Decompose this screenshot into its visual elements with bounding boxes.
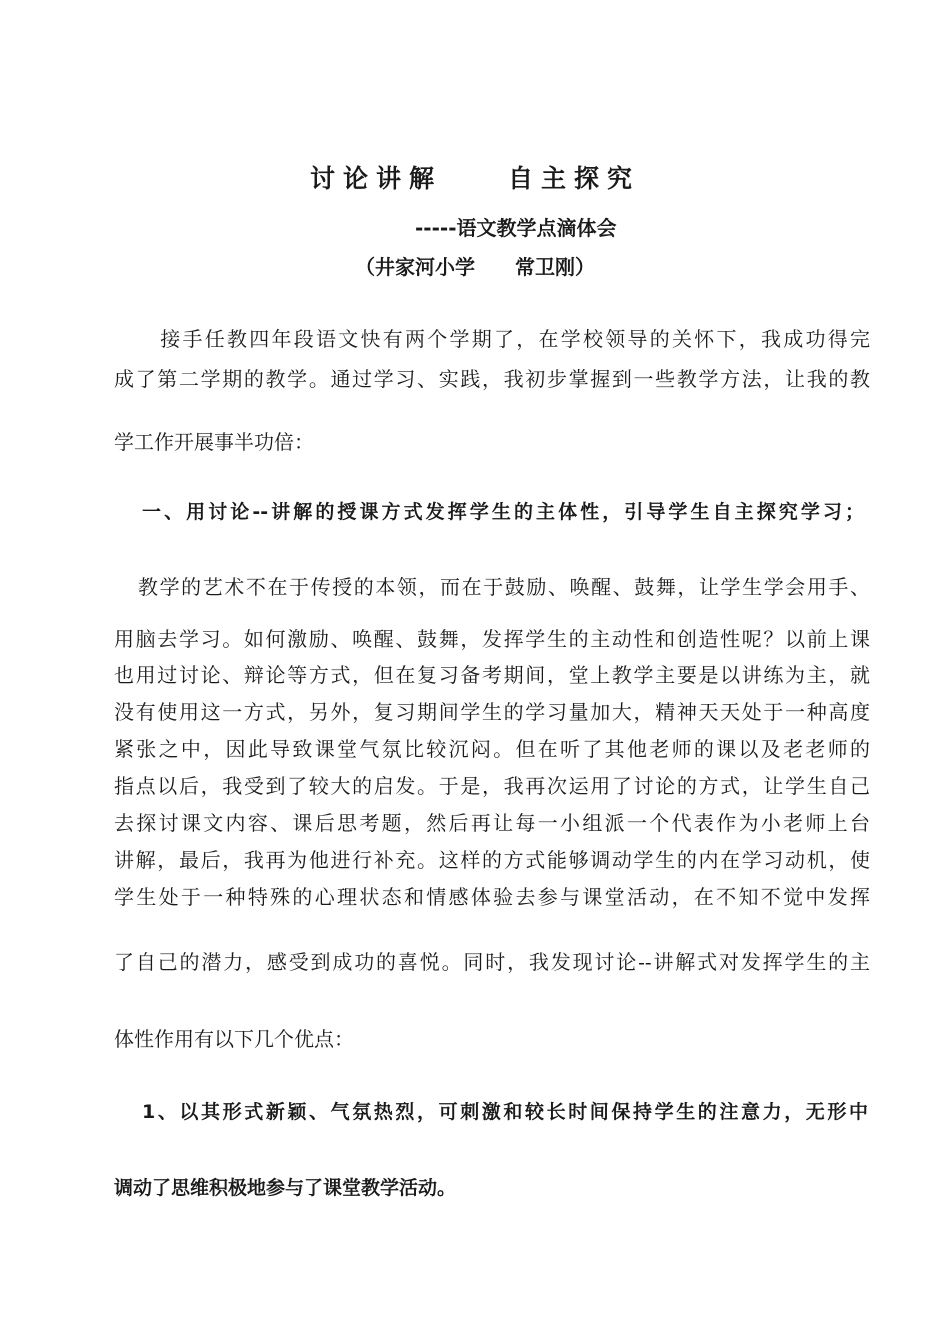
author-line: （井家河小学 常卫刚） xyxy=(355,255,595,279)
document-title: 讨论讲解 自主探究 xyxy=(309,164,640,193)
point-1-line: 1、以其形式新颖、气氛热烈，可刺激和较长时间保持学生的注意力，无形中 xyxy=(142,1101,868,1123)
body-line: 教学的艺术不在于传授的本领，而在于鼓励、唤醒、鼓舞，让学生学会用手、 xyxy=(138,575,870,599)
body-line: 用脑去学习。如何激励、唤醒、鼓舞，发挥学生的主动性和创造性呢？以前上课 xyxy=(114,627,870,651)
body-line: 讲解，最后，我再为他进行补充。这样的方式能够调动学生的内在学习动机，使 xyxy=(114,848,870,872)
body-line: 去探讨课文内容、课后思考题，然后再让每一小组派一个代表作为小老师上台 xyxy=(114,811,870,835)
document-subtitle: -----语文教学点滴体会 xyxy=(415,216,617,240)
body-line: 也用过讨论、辩论等方式，但在复习备考期间，堂上教学主要是以讲练为主，就 xyxy=(114,663,870,687)
intro-line: 学工作开展事半功倍： xyxy=(114,430,314,454)
intro-line: 成了第二学期的教学。通过学习、实践，我初步掌握到一些教学方法，让我的教 xyxy=(114,367,870,391)
intro-line: 接手任教四年段语文快有两个学期了，在学校领导的关怀下，我成功得完 xyxy=(138,327,870,351)
body-line: 没有使用这一方式，另外，复习期间学生的学习量加大，精神天天处于一种高度 xyxy=(114,700,870,724)
section-heading-1: 一、用讨论--讲解的授课方式发挥学生的主体性，引导学生自主探究学习； xyxy=(142,501,864,523)
body-line: 了自己的潜力，感受到成功的喜悦。同时，我发现讨论--讲解式对发挥学生的主 xyxy=(114,950,870,974)
body-line: 指点以后，我受到了较大的启发。于是，我再次运用了讨论的方式，让学生自己 xyxy=(114,774,870,798)
point-1-line: 调动了思维积极地参与了课堂教学活动。 xyxy=(114,1177,457,1199)
body-line: 学生处于一种特殊的心理状态和情感体验去参与课堂活动，在不知不觉中发挥 xyxy=(114,885,870,909)
body-line: 紧张之中，因此导致课堂气氛比较沉闷。但在听了其他老师的课以及老老师的 xyxy=(114,737,870,761)
body-line: 体性作用有以下几个优点： xyxy=(114,1027,354,1051)
